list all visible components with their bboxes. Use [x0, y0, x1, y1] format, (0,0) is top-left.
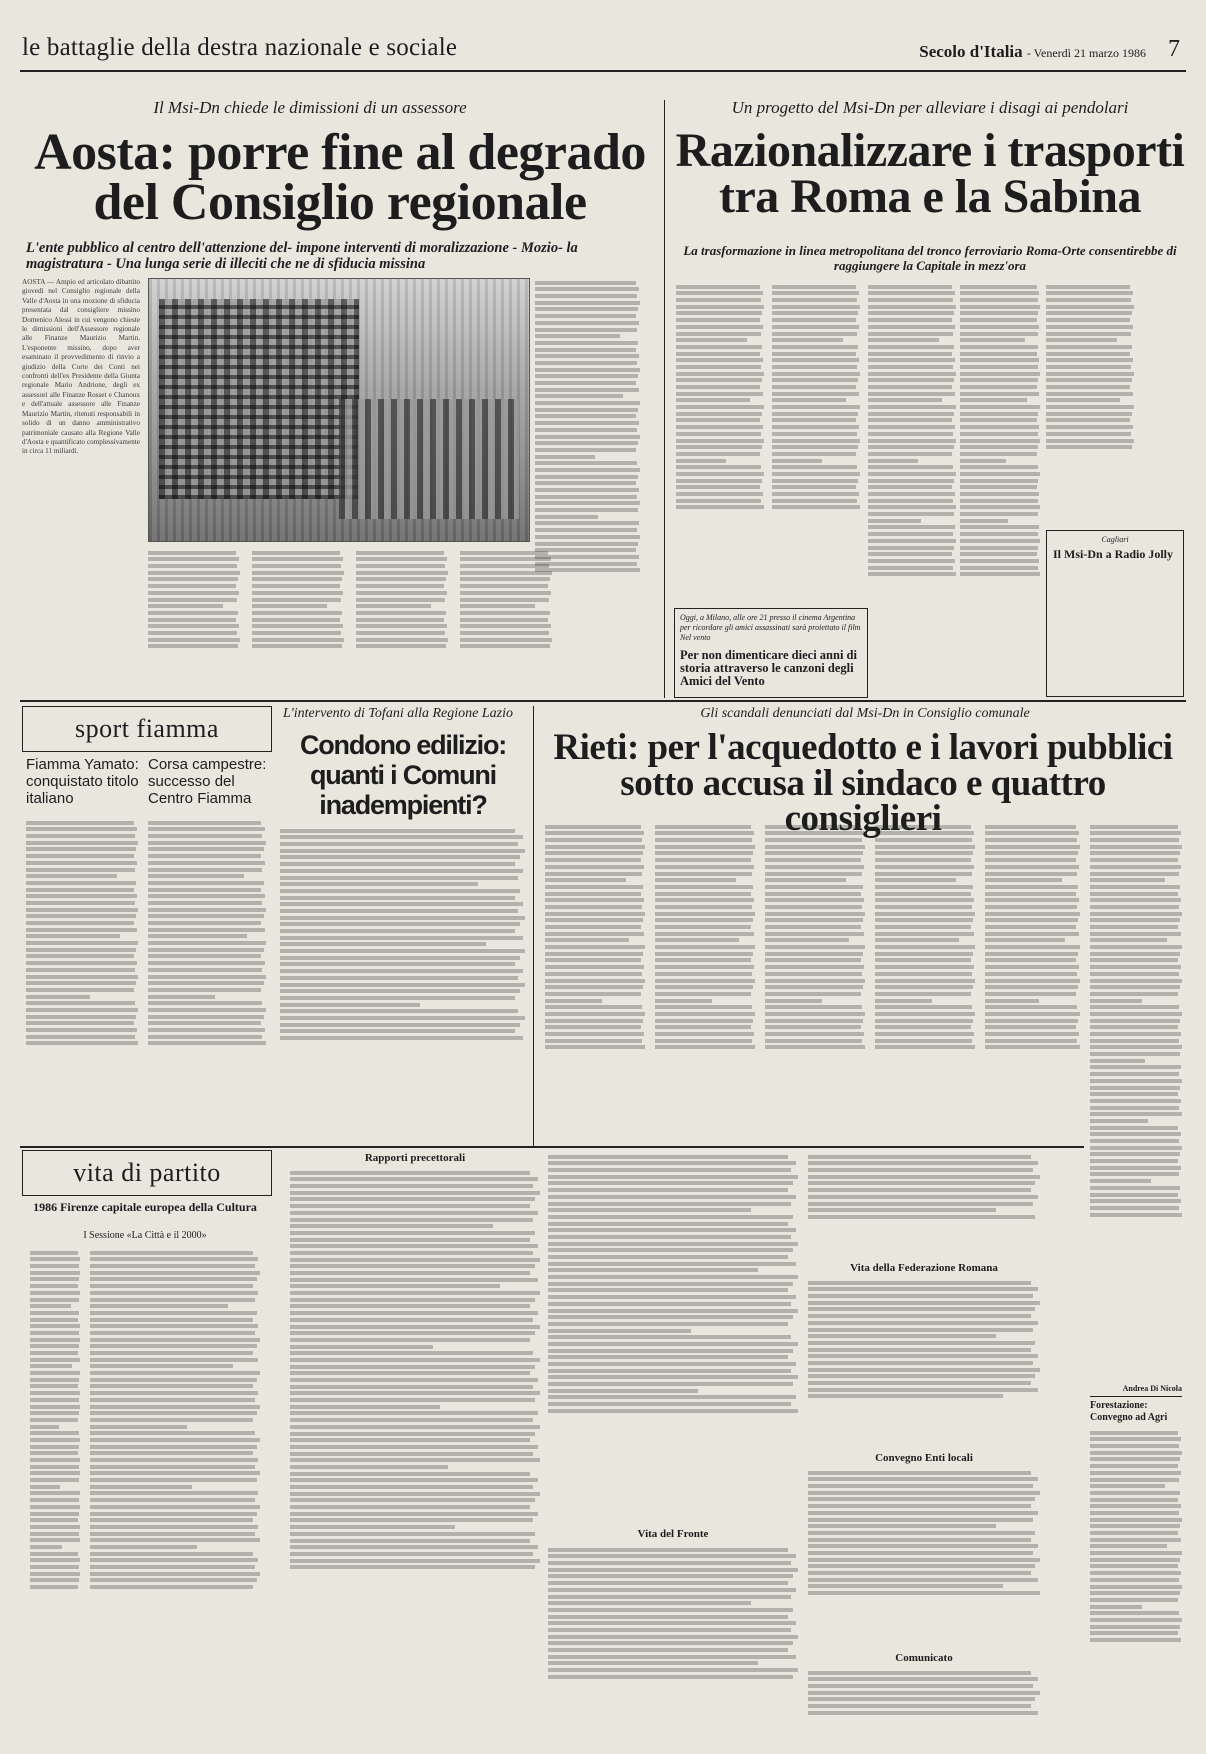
art2-col4: [960, 282, 1040, 702]
column-divider: [664, 100, 665, 698]
section-header: le battaglie della destra nazionale e sociale: [22, 34, 458, 61]
cinema-notice-headline: Per non dimenticare dieci anni di storia attraverso le canzoni degli Amici del Vento: [680, 648, 857, 688]
art1-col6: [535, 278, 640, 698]
art4-col1: [545, 822, 645, 1142]
rapporti-body: [290, 1168, 540, 1738]
vita-fronte-title: Vita del Fronte: [637, 1528, 709, 1540]
section-rule: [20, 700, 1186, 702]
art4-title-line2: sotto accusa il sindaco e quattro consiglieri: [620, 762, 1106, 840]
ancona-col: [808, 1152, 1040, 1252]
art1-col2: [148, 548, 240, 698]
radio-jolly-kicker: Cagliari: [1101, 535, 1129, 544]
federazione-romana-title: Vita della Federazione Romana: [850, 1262, 998, 1274]
art1-title-line1: Aosta: porre fine al degrado: [34, 124, 646, 181]
art2-col2: [772, 282, 860, 607]
firenze-headline: 1986 Firenze capitale europea della Cultura: [33, 1200, 257, 1214]
radio-jolly-box: [1046, 530, 1184, 697]
page-number: 7: [1168, 36, 1180, 62]
art4-col3: [765, 822, 865, 1142]
masthead: [919, 42, 1146, 62]
art1-col4: [356, 548, 448, 698]
sport-headline-2: Corsa campestre: successo del Centro Fiamma: [148, 756, 267, 807]
section-rule-2: [20, 1146, 1084, 1148]
sport-col2: [148, 818, 266, 1143]
comunicato-title: Comunicato: [895, 1652, 953, 1664]
firenze-subhead: I Sessione «La Città e il 2000»: [83, 1230, 207, 1241]
art2-col3: [868, 282, 956, 702]
art2-title-line1: Razionalizzare i trasporti: [675, 124, 1185, 177]
art3-title: Condono edilizio: quanti i Comuni inadempienti?: [299, 730, 507, 820]
enti-locali-title: Convegno Enti locali: [875, 1452, 973, 1464]
sport-headline-1: Fiamma Yamato: conquistato titolo italiano: [26, 756, 139, 807]
art4-col5: [985, 822, 1080, 1142]
art3-kicker: L'intervento di Tofani alla Regione Lazio: [283, 706, 513, 721]
art4-title: [540, 727, 1186, 840]
comunicato-body: [808, 1668, 1040, 1738]
art2-title: [670, 124, 1190, 224]
art4-col4: [875, 822, 975, 1142]
art1-kicker: Il Msi-Dn chiede le dimissioni di un assessore: [153, 98, 467, 117]
art1-lead: AOSTA — Ampio ed articolato dibattito giovedì nel Consiglio regionale della Valle d'Aosta in una mozione di sfiducia presentata dal consigliere missino Domenico Alessi in cui vengono chieste le dimissioni dell'Assessore regionale alle Finanze Maurizio Martin. L'esponente missino, dopo aver esaminato il provvedimento di rinvio a giudizio della Corte dei Conti nei confronti dell'ex Presidente della Giunta regionale Mario Andrione, degli ex assessori alle Finanze Rosset e Chanoux e dell'attuale assessore alle Finanze Maurizio Martin, ritenuti responsabili in solido di un danno amministrativo patrimoniale causato alla Regione Valle d'Aosta e quantificato complessivamente in circa 11 miliardi.: [22, 278, 140, 456]
art2-subhead: La trasformazione in linea metropolitana del tronco ferroviario Roma-Orte consentirebbe di raggiungere la Capitale in mezz'ora: [683, 243, 1177, 273]
header-rule: [20, 70, 1186, 72]
art1-title: [20, 124, 660, 231]
radio-jolly-title: Il Msi-Dn a Radio Jolly: [1053, 547, 1174, 561]
art2-kicker: Un progetto del Msi-Dn per alleviare i disagi ai pendolari: [731, 98, 1129, 117]
art4-title-line1: Rieti: per l'acquedotto e i lavori pubblici: [553, 727, 1173, 768]
rieti-signature: Andrea Di Nicola: [1122, 1384, 1182, 1393]
partito-section-box: [22, 1150, 272, 1196]
cinema-notice-box: [674, 608, 868, 698]
column-divider-2: [533, 706, 534, 1146]
agenda-times: [30, 1248, 80, 1728]
art1-subhead: L'ente pubblico al centro dell'attenzione del- impone interventi di moralizzazione - Mozio- la magistratura - Una lunga serie di illeciti che ne di sfiducia missina: [26, 240, 578, 273]
art2-col1: [676, 282, 764, 607]
federazione-romana-body: [808, 1278, 1040, 1448]
sport-section-box: [22, 706, 272, 752]
forestazione-title: Forestazione: Convegno ad Agri: [1090, 1400, 1168, 1423]
sport-section-title: sport fiamma: [75, 714, 219, 743]
agenda-entries: [90, 1248, 260, 1728]
art1-col3: [252, 548, 344, 698]
art3-body: [280, 826, 525, 1136]
art4-kicker: Gli scandali denunciati dal Msi-Dn in Consiglio comunale: [700, 706, 1030, 721]
cinema-notice-text: Oggi, a Milano, alle ore 21 presso il cinema Argentina per ricordare gli amici assassinati sarà proiettato il film Nel vento: [680, 613, 861, 642]
art1-title-line2: del Consiglio regionale: [93, 173, 587, 231]
paper-name: Secolo d'Italia: [919, 42, 1023, 61]
partito-section-title: vita di partito: [73, 1158, 221, 1187]
forestazione-body: [1090, 1428, 1182, 1738]
small-rule: [1090, 1396, 1182, 1397]
federazioni-col: [548, 1152, 798, 1522]
art2-col5: [1046, 282, 1134, 522]
sport-col1: [26, 818, 138, 1143]
art4-col6: [1090, 822, 1182, 1377]
vita-fronte-body: [548, 1545, 798, 1740]
aosta-building-photo: [148, 278, 530, 542]
issue-date: - Venerdì 21 marzo 1986: [1026, 46, 1146, 60]
enti-locali-body: [808, 1468, 1040, 1648]
art2-title-line2: tra Roma e la Sabina: [719, 170, 1141, 224]
art4-col2: [655, 822, 755, 1142]
rapporti-title: Rapporti precettorali: [364, 1152, 466, 1164]
